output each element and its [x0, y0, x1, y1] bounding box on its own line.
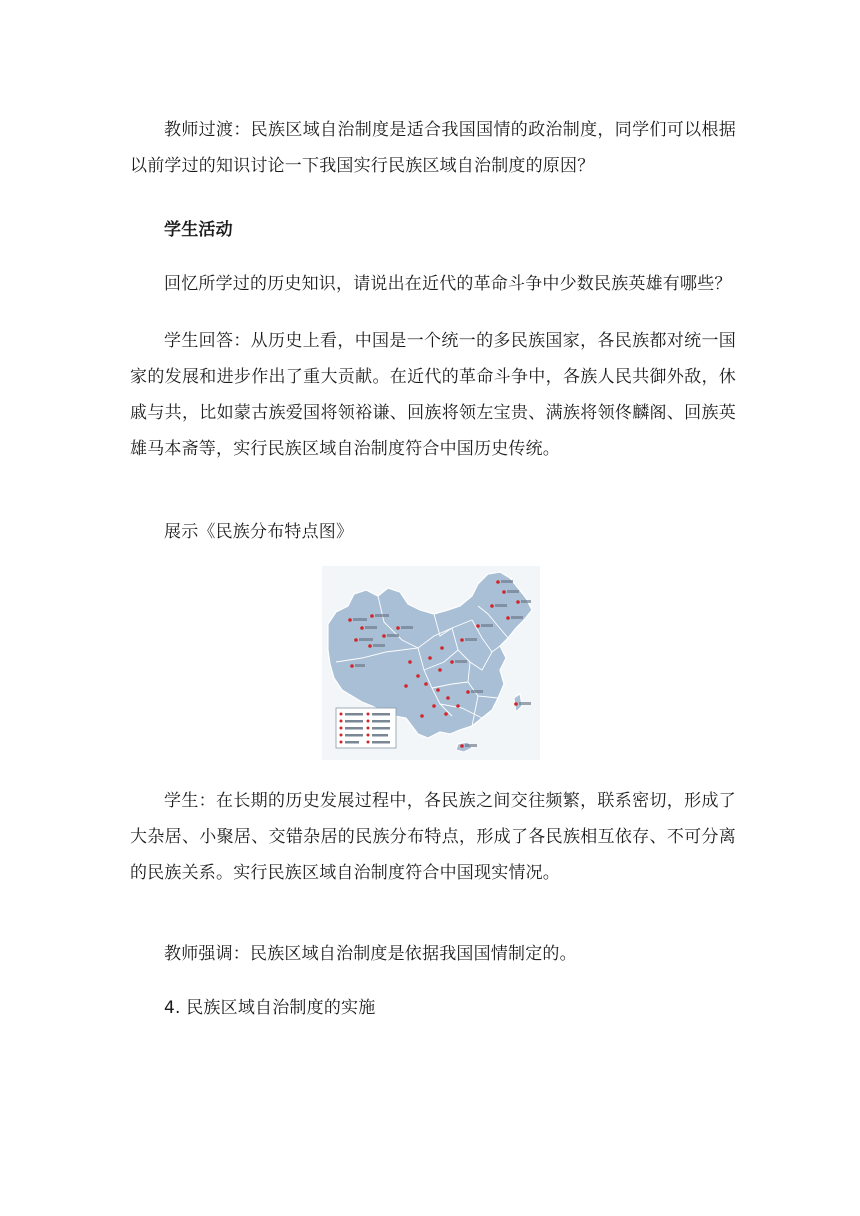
teacher-transition-paragraph: 教师过渡：民族区域自治制度是适合我国国情的政治制度，同学们可以根据以前学过的知识讨论一下我国实行民族区域自治制度的原因？ — [130, 120, 736, 176]
show-map-paragraph: 展示《民族分布特点图》 — [164, 522, 354, 542]
student-activity-heading: 学生活动 — [164, 220, 233, 240]
activity-question-paragraph: 回忆所学过的历史知识，请说出在近代的革命斗争中少数民族英雄有哪些？ — [164, 274, 732, 294]
teacher-emphasis-paragraph: 教师强调：民族区域自治制度是依据我国国情制定的。 — [164, 944, 577, 964]
map-legend — [336, 708, 396, 748]
student-answer-paragraph: 学生回答：从历史上看，中国是一个统一的多民族国家，各民族都对统一国家的发展和进步作出了重大贡献。在近代的革命斗争中，各族人民共御外敌，休戚与共，比如蒙古族爱国将领裕谦、回族将领左宝贵、满族将领佟麟阁、回族英雄马本斋等，实行民族区域自治制度符合中国历史传统。 — [130, 331, 736, 459]
section-heading-implementation: 4. 民族区域自治制度的实施 — [164, 998, 376, 1018]
china-ethnic-distribution-map — [322, 566, 540, 760]
student-response-paragraph: 学生：在长期的历史发展过程中，各民族之间交往频繁，联系密切，形成了大杂居、小聚居、交错杂居的民族分布特点，形成了各民族相互依存、不可分离的民族关系。实行民族区域自治制度符合中国现实情况。 — [130, 791, 736, 883]
